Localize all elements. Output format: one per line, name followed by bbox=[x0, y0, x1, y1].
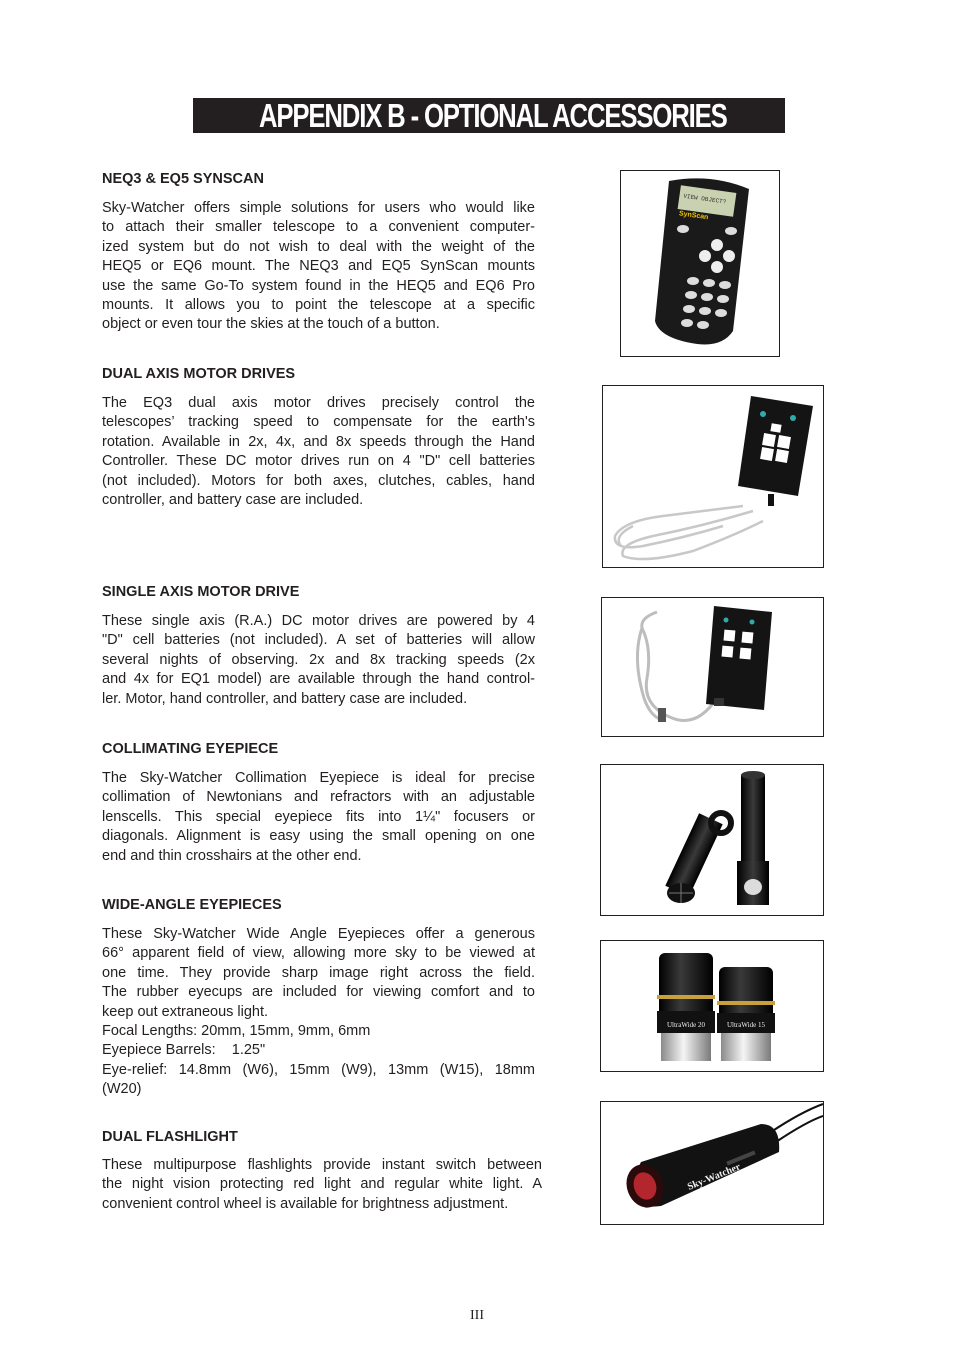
wide-angle-eyepieces-icon bbox=[601, 941, 823, 1071]
section-heading-synscan: NEQ3 & EQ5 SYNSCAN bbox=[102, 171, 264, 187]
collimating-photo bbox=[600, 764, 824, 916]
section-heading-collimating: COLLIMATING EYEPIECE bbox=[102, 741, 279, 757]
section-heading-single-axis: SINGLE AXIS MOTOR DRIVE bbox=[102, 584, 300, 600]
page-title: APPENDIX B - OPTIONAL ACCESSORIES bbox=[258, 97, 727, 134]
section-heading-flashlight: DUAL FLASHLIGHT bbox=[102, 1129, 238, 1145]
section-text-single-axis: These single axis (R.A.) DC motor drives are powered by 4 "D" cell batteries (not included). A set of batteries will allow several nights of observing. 2x and 8x tracking speeds (2x and 4x for EQ1 model) are available through the hand control- ler. Motor, hand controller, and battery case are included. bbox=[102, 613, 535, 707]
section-text-flashlight: These multipurpose flashlights provide instant switch between the night vision protecting red light and regular white light. A convenient control wheel is available for brightness adjustment. bbox=[102, 1157, 542, 1212]
single-axis-photo bbox=[601, 597, 824, 737]
synscan-photo bbox=[620, 170, 780, 357]
section-text-dual-axis: The EQ3 dual axis motor drives precisely control the telescopes’ tracking speed to compensate for the earth's rotation. Available in 2x, 4x, and 8x speeds through the Hand Controller. These DC motor drives run on 4 "D" cell batteries (not included). Motors for both axes, clutches, cables, hand controller, and battery case are included. bbox=[102, 395, 535, 509]
page-title-banner bbox=[193, 98, 785, 133]
svg-text:SynScan: SynScan bbox=[678, 210, 709, 222]
svg-text:UltraWide 20: UltraWide 20 bbox=[666, 1021, 706, 1029]
single-axis-controller-icon bbox=[602, 598, 823, 736]
section-text-collimating: The Sky-Watcher Collimation Eyepiece is ideal for precise collimation of Newtonians and refractors with an adjustable lenscells. This special eyepiece fits into 1¼" focusers or diagonals. Alignment is easy using the small opening on one end and thin crosshairs at the other end. bbox=[102, 770, 535, 864]
dual-axis-controller-icon bbox=[603, 386, 823, 567]
dual-flashlight-icon bbox=[601, 1102, 823, 1224]
section-text-wide-angle: These Sky-Watcher Wide Angle Eyepieces offer a generous 66° apparent field of view, allowing more sky to be viewed at one time. They provide sharp image right across the field. The rubber eyecups are included for viewing comfort and to keep out extraneous light. Focal Lengths: 20mm, 15mm, 9mm, 6mm Eyepiece Barrels: 1.25" Eye-relief: 14.8mm (W6), 15mm (W9), 13mm (W15), 18mm (W20) bbox=[102, 926, 535, 1098]
collimating-eyepiece-icon bbox=[601, 765, 823, 915]
section-heading-wide-angle: WIDE-ANGLE EYEPIECES bbox=[102, 897, 282, 913]
section-text-synscan: Sky-Watcher offers simple solutions for users who would like to attach their smaller telescope to a convenient computer- ized system but do not wish to deal with the weight of the HEQ5 or EQ6 mount. The NEQ3 and EQ5 SynScan mounts use the same Go-To system found in the HEQ5 and EQ6 Pro mounts. It allows you to point the telescope at a specific object or even tour the skies at the touch of a button. bbox=[102, 200, 535, 333]
section-heading-dual-axis: DUAL AXIS MOTOR DRIVES bbox=[102, 366, 296, 382]
svg-text:Sky-Watcher: Sky-Watcher bbox=[686, 1161, 743, 1193]
svg-text:VIEW OBJECT?: VIEW OBJECT? bbox=[682, 192, 727, 206]
svg-text:UltraWide 15: UltraWide 15 bbox=[726, 1021, 766, 1029]
synscan-hand-controller-icon bbox=[621, 171, 779, 356]
page-number: III bbox=[470, 1308, 484, 1323]
wide-angle-photo bbox=[600, 940, 824, 1072]
flashlight-photo bbox=[600, 1101, 824, 1225]
dual-axis-photo bbox=[602, 385, 824, 568]
